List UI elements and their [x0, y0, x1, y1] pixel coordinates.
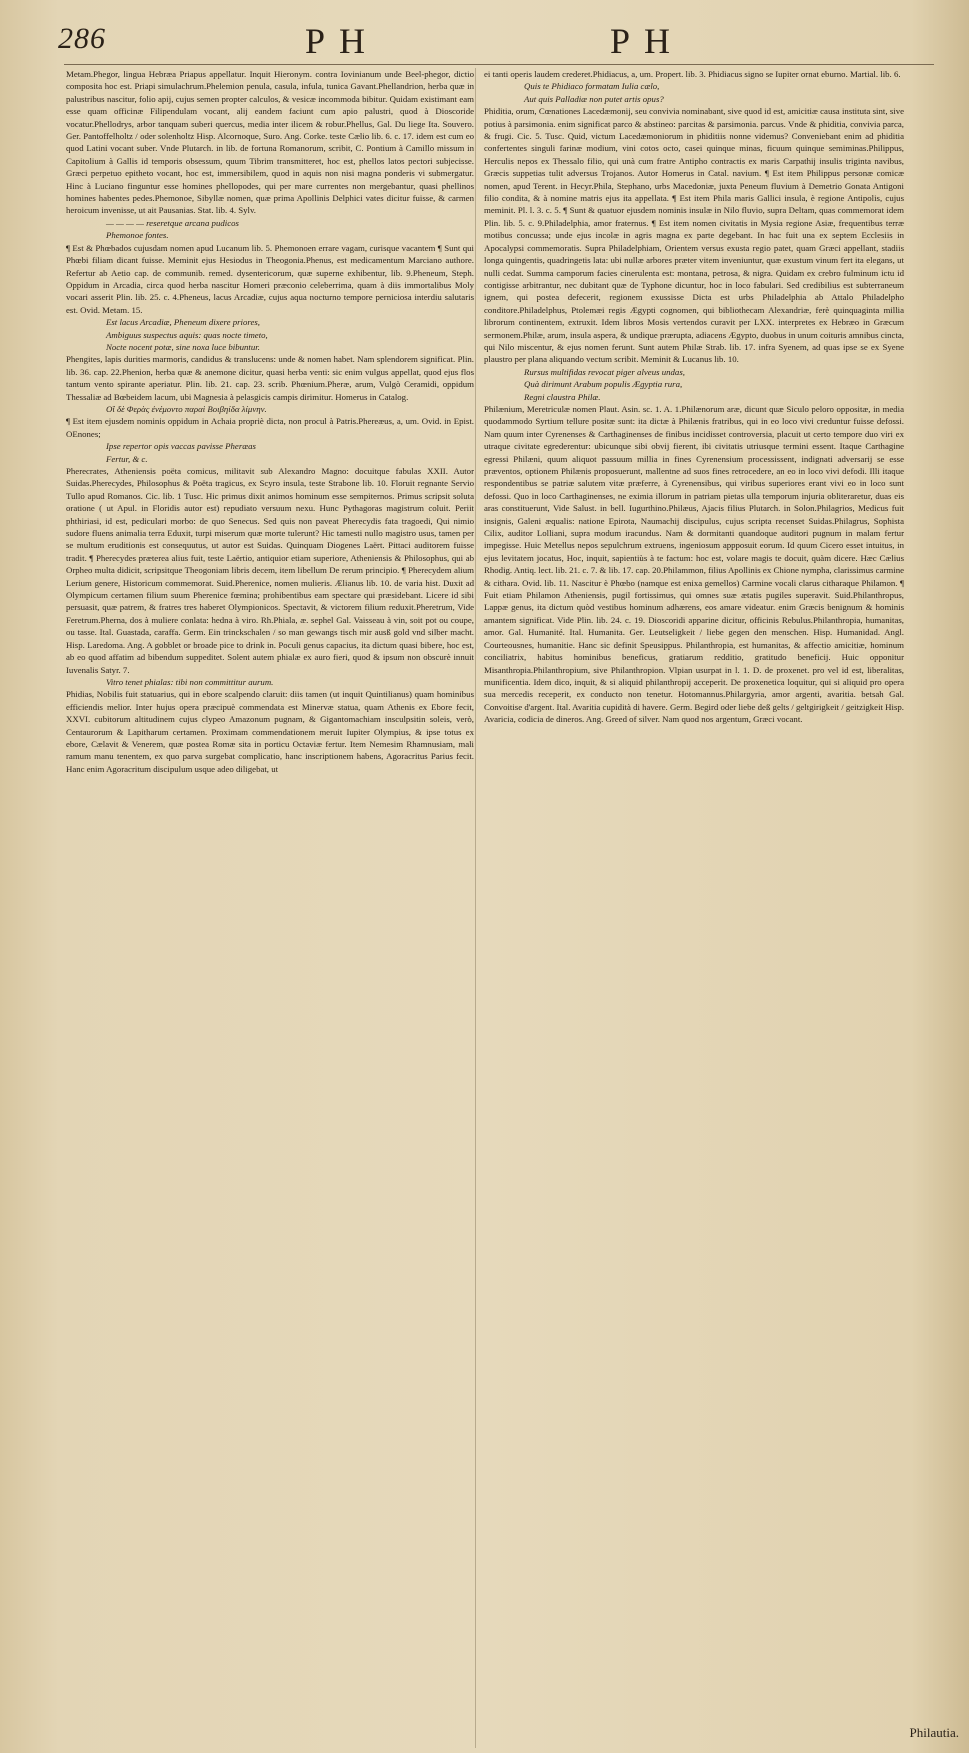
dictionary-entry: Pheneum, Steph. Oppidum in Arcadia, circa quod herba nascitur Homeri præconio celeberrima, quam à diis immortalibus Moly vocari asserit Plin. lib. 25. c. 4.: [66, 267, 475, 303]
dictionary-entry: Philadelphia, amor fraternus. ¶ Est item nomen civitatis in Mysia regione Asiæ, frequentibus terræ motibus concussa; unde ejus incolæ in agris magna ex parte degebant. In hac fuit una ex septem Ecclesiis in Apocalypsi commemoratis. Supra Philadelphiam, Orientem versus exusta regio patet, quam Græci appellant, stadiis longa quingentis, quadringetis lata: ubi nullæ arbores præter vitem inveniuntur, quæ exustum vinum fert ita elegans, ut nulli cedat. Summa camporum facies cinerulenta est: montana, petrosa, & nigra. Quidam ex crebro fulminum ictu id contigisse arbitrantur, nec dubitant quæ de Typhone dicuntur, hoc in loco fabulari. Sed credibilius est subterraneum ignem, qui postea defecerit, regionem exussisse Dicta est urbs Philadelphia ab Attalo Philadelpho conditore.: [484, 217, 904, 315]
dictionary-entry: Phellodrys, arbor tanquam suberi quercus, media inter ilicem & robur.: [94, 118, 347, 129]
dictionary-entry: Philanthropium, sive Philanthropion. Vlpian usurpat in l. 1. D. de proxenet. pro vel id est, liberalitas, munificentia. Idem dico, inquit, & si aliquid philanthropij acceperit. De proxenetica loquitur, qui si aliquid pro opera sua mercedis receperit, ex conducto non tenetur. Hotomannus.: [484, 664, 904, 700]
dictionary-entry: Pherecrates, Atheniensis poëta comicus, militavit sub Alexandro Magno: docuitque fabulas XXII. Autor Suidas.: [66, 466, 474, 489]
dictionary-entry: Philammon, filius Apollinis ex Chione nympha, clarissimus carmine & cithara. Ovid. lib. 11. Nascitur è Phœbo (namque est enixa gemellos) Carmine vocali clarus citharaque Philamon. ¶ Fuit etiam Philamon Atheniensis, pugil fortissimus, qui omnes suæ ætatis pugiles superavit. Suid.: [484, 565, 904, 601]
dictionary-entry: Philæus, Ajacis filius Plutarch. in Solon.: [668, 503, 817, 514]
dictionary-entry: Phellandrion, herba quæ in palustribus nascitur, folio apij, cujus semen propter calculos, & vesicæ incommoda bibitur. Quidam existimant eam esse quam officinæ Filipendulam vocant, alij eandem faciunt cum apio palustri, quod à Dioscoride vocatur.: [66, 81, 474, 129]
dictionary-entry: Philænorum aræ, dicunt quæ Siculo peloro oppositæ, in media quodammodo Syrtium tellure positæ sunt: ita dictæ à Philænis fratribus, qui in eo loco vivi creduntur fuisse defossi. Nam quum inter Cyrenenses & Carthaginenses de finibus incidisset controversia, placuit ut certo tempore duo viri ex utraque civitate egrederentur: ubicunque sibi obvij fierent, ibi civitatis utriusque termini essent. Itaque Carthagine egressi Philæni, quum aliquot passuum millia in fines Cyrenensium processissent, indignati adversarij se esse præventos, optionem Philænis proposuerunt, mallentne ad suos fines retrocedere, an eo in loco vivi defodi. Illi itaque respondentibus se patriæ salutem vitæ præferre, à Cyrenensibus, qui viribus superiores erant vivi eo in loco sunt defossi. Quo in loco Carthaginenses, ne eximia illorum in patriam pietas ulla temporum injuria obliteraretur, duas eis aras constituerunt, Vide Salust. in bell. Iugurthino.: [484, 403, 904, 514]
dictionary-entry: Phidiacus, a, um. Propert. lib. 3. Phidiacus signo se Iupiter ornat eburno. Martial. lib. 6.: [592, 69, 901, 79]
dictionary-entry: Phelemion penula, casula, infula, tunica Gavant.: [206, 81, 379, 92]
running-head-right: PH: [610, 21, 685, 61]
verse-line: Vitro tenet phialas: tibi non committitur aurum.: [106, 676, 274, 687]
dictionary-entry: Philagrus, Sophista Cilix, auditor Lolliani, supra modum iracundus. Nam & dormitanti quandoque auditori pugnum in malam fertur impegisse. Huic Metellus nepos sepulchrum extruens, ingeniosum appposuit eorum. Id quum Cicero esset intuitus, in ejus levitatem jocatus, Hoc, inquit, sapientiùs à te factum: hoc est, volare magis te docuit, quàm dicere. Hæc Cælius Rhodig. Antiq. lect. lib. 21. c. 7. & lib. 17. cap. 20.: [484, 515, 904, 576]
verse-line: Est lacus Arcadiæ, Pheneum dixere priores,: [106, 317, 261, 328]
right-column: [484, 68, 904, 1743]
dictionary-entry: Phegor, lingua Hebræa Priapus appellatur. Inquit Hieronym. contra Iovinianum unde Beel-phegor, dictio composita hoc est. Priapi simulachrum.: [66, 69, 474, 92]
verse-line: Quis te Phidiaco formatam Iulia cælo,: [524, 81, 660, 92]
dictionary-entry: Philænium, Meretriculæ nomen Plaut. Asin. sc. 1. A. 1.: [484, 403, 682, 414]
left-column: [66, 68, 474, 1743]
dictionary-entry: Pheretrum, Vide Feretrum.: [66, 602, 474, 625]
dictionary-entry: Phiditia, orum, Cœnationes Lacedæmonij, seu convivia nominabant, sive quod id est, amicitiæ causa instituta sint, sive potius à parsimonia. enim significat parco & abstineo: parcitas & parsimonia. parcus. Vnde & phiditia, convivia parca, & frugi. Cic. 5. Tusc. Quid, victum Lacedæmoniorum in phiditiis nonne videmus? Conveniebant enim ad phiditia confertentes singuli farinæ modium, vini cotos octo, casei quinque minas, ficuum quinque semiminas.: [484, 106, 904, 154]
catchword: Philautia.: [909, 1725, 959, 1740]
page-number: 286: [58, 22, 106, 55]
dictionary-entry: Philadelphus, Ptolemæi regis Ægypti cognomen, qui bibliothecam Alexandriæ, ferè quinquaginta millia librorum continentem, extruxit. Idem libros Mosis vertendos curavit per LXX. interpretes ex Hebræo in Græcum sermonem.: [484, 304, 904, 340]
header-rule: [64, 64, 934, 65]
dictionary-entry: Phereæus, a, um. Ovid. in Epist. OEnones;: [66, 416, 474, 439]
dictionary-entry: Phidias, Nobilis fuit statuarius, qui in ebore scalpendo claruit: diis tamen (ut inquit Quintilianus) quam hominibus efficiendis melior. Inter hujus opera præcipuè commendata est Minervæ statua, quam Athenis ex Ebore fecit, XXVI. cubitorum altitudinem cujus clypeo Amazonum pugnam, & Gigantomachiam insculpsitin soleis, verò, Centaurorum & Lapitharum certamen. Proximam commendationem meruit Iupiter Olympius, & ipse totus ex ebore, Cælavit & Venerem, quæ postea Romæ sita in porticu Octaviæ fertur. Item Nemesim Rhamnusiam, mali ramum manu tenentem, ex quo parva surgebat complicatio, hanc inscriptionem habens, Agoracritus Parius fecit. Hanc enim Agoracritum discipulum usque adeo diligebat, ut: [66, 689, 474, 774]
dictionary-entry: Metam.: [66, 69, 94, 79]
dictionary-entry: ei tanti operis laudem crederet.: [484, 69, 593, 79]
verse-line: Nocte nocent potæ, sine noxa luce bibuntur.: [106, 341, 260, 352]
dictionary-entry: Pheræ, arum, Vulgò Ceramidi, oppidum Thessaliæ ad Bœbeidem lacum, ubi Magnesia à pelasgicis campis dirimitur. Homerus in Catalog.: [66, 379, 474, 402]
dictionary-entry: Pheneus, lacus Arcadiæ, cujus aqua nocturno tempore perniciosa interdiu salutaris est. Ovid. Metam. 15.: [66, 292, 474, 315]
dictionary-entry: Pherecydes, Philosophus & Poëta tragicus, ex Scyro insula, teste Strabone lib. 10. Floruit regnante Servio Tullo apud Romanos. Cic. lib. 1 Tusc. Hic primus dixit animos hominum esse sempiternos. Primus scripsit soluta oratione ( ut Apul. in Floridis autor est) repudiato versuum nexu. Hunc Pythagoras magistrum coluit. Periit phthiriasi, id est, pediculari morbo: de quo Senecus. Sed quis non paveat Pherecydis fata tragoedi, Qui nimio sudore fluens animalia terra Eduxit, turpi miserum quæ morte tulerunt? Hic tamesti nullo magistro usus, tamen per se multum eruditionis est consequutus, ut autor est Suidas. Quinquam Diogenes Laërt. Pittaci auditorem fuisse tradit. ¶ Pherecydes præterea alius fuit, teste Laërtio, antiquior etiam superiore, Atheniensis & Philosophus, qui ab Orpheo multa didicit, scripsitque Theogoniam libris decem, item libellum De rerum principio. ¶ Pherecydem alium Lerium genere, Historicum commemorat. Suid.: [66, 478, 474, 588]
dictionary-entry: Phemonoe, Sibyllæ nomen, quæ prima Apollinis Delphici vates dicitur fuisse, & carmen heroicum invenisse, ut ait Pausanias. Stat. lib. 4. Sylv.: [66, 193, 474, 216]
dictionary-entry: Phenion, herba quæ & anemone dicitur, quasi herba venti: sic enim vulgus appellat, quod ejus flos tantum vento spirante aperiatur. Plin. lib. 21. cap. 23. scrib. Phœnium.: [66, 366, 475, 390]
verse-line: Rursus multifidas revocat piger alveus undas,: [524, 366, 685, 377]
dictionary-entry: Philanthropus, Lappæ genus, ita dictum quòd vestibus hominum adhærens, eos amare videatur. enim Græcis benignum & hominis amantem significat. Vide Plin. lib. 24. c. 19. Dioscoridi apparine dicitur, officinis Rebulus.: [484, 590, 904, 625]
dictionary-entry: Phengites, lapis durities marmoris, candidus & translucens: unde & nomen habet. Nam splendorem significat. Plin. lib. 36. cap. 22.: [66, 354, 474, 377]
verse-line: Phemonoe fontes.: [106, 230, 169, 241]
dictionary-entry: Phenus, est medicamentum Marciano authore. Refertur ab Aetio cap. de communib. remed. dysentericorum, quæ superne exhibentur, lib. 9.: [66, 255, 474, 278]
dictionary-entry: Philanthropia, humanitas, amor. Gal. Humanité. Ital. Humanita. Ger. Leutseligkeit / liebe gegen den menschen. Hisp. Humanidad. Angl. Courteousnes, humanitie. Hanc sic definit Speusippus. Philanthropia, est humanitas, & affectio amicitiæ, hominum conciliatrix, habitus hominibus beneficus, gratiarum redditio, gratitudo beneficij. Huic opponitur Misanthropia.: [484, 614, 905, 675]
dictionary-entry: Pherenice, nomen mulieris. Ælianus lib. 10. de varia hist. Duxit ad Olympicum certamen filium suum Pherenice fœmina; prohibentibus eam spectare qui præsidebant. Licere id sibi persuasit, quæ patrem, & fratres tres haberet Olympionicos. Spectavit, & victorem filium reduxit.: [66, 577, 474, 613]
dictionary-entry: Philæ, arum, insula aspera, & undique prærupta, adiacens Ægypto, duobus in unum coituris amnibus cincta, qui Nilo miscentur, & ejus nomen ferunt. Sunt autem Philæ Strab. lib. 17. infra Syenem, ad quas ipse se ex Syene plaustro per plana aliquando vectum scribit. Meminit & Lucanus lib. 10.: [484, 329, 904, 365]
dictionary-entry: Phiala, æ. sephel Gal. Vaisseau à vin, soit pot ou coupe, ou tasse. Ital. Guastada, caraffa. Germ. Ein trinckschalen / so man gewangs tisch mir ausß gold vnd silber macht. Hisp. Laredoma. Ang. A gobblet or broade pice to drink in. Poculi genus capacius, ita dictum quasi bibere, hoc est, ab eo quod affatim ad bibendum suppeditet. Solent autem phialæ ex auro fieri, quod & ipsum non obscurè innuit Iuvenalis Satyr. 7.: [66, 614, 474, 675]
verse-line: — — — — reseretque arcana pudicos: [106, 217, 239, 228]
running-head-left: PH: [305, 21, 380, 61]
dictionary-entry: Philagrios, Medicus fuit insignis, Galeni æqualis: natione Epirota, Naumachij discipulus, cujus scripta recenset Suidas.: [484, 503, 904, 526]
dictionary-entry: ¶ Est & Phœbados cujusdam nomen apud Lucanum lib. 5. Phemonoen errare vagam, curisque vacantem ¶ Sunt qui Phœbi filiam dicant fuisse. Meminit ejus Hesiodus in Theogonia.: [66, 242, 474, 266]
dictionary-entry: Philargyria, amor argenti, avaritia. betsah Gal. Convoitise d'argent. Ital. Avaritia cupidità di havere. Germ. Begird oder liebe deß gelts / geltgirigkeit / geitzigkeit Hisp. Avaricia, codicia de dineros. Ang. Greed of silver. Nam quod nos argentum, Græci vocant.: [484, 689, 905, 725]
dictionary-entry: Philippus, Herculis nepos ex Thessalo filio, qui unà cum fratre Antipho contractis ex maris Carpathij insulis triginta navibus, Græcis suppetias tulit adversus Trojanos. Autor Homerus in Catal. navium. ¶ Est item Philippus personæ comicæ nomen, apud Terent. in Hecyr.: [484, 143, 904, 191]
dictionary-entry: ¶ Est item ejusdem nominis oppidum in Achaia propriè dicta, non procul à Patris.: [66, 416, 359, 427]
verse-line: Ambiguus suspectus aquis: quas nocte timeto,: [106, 329, 268, 340]
column-divider: [475, 68, 476, 1748]
verse-line: Regni claustra Philæ.: [524, 391, 601, 402]
verse-line: Οἳ δὲ Φερὰς ἐνέμοντο παραὶ Βοιβηίδα λίμνην.: [106, 403, 267, 414]
verse-line: Ipse repertor opis vaccas pavisse Pheræas: [106, 441, 256, 452]
dictionary-entry: Phila, Stephano, urbs Macedoniæ, juxta Peneum fluvium à Demetrio Gonata Antigoni filio condita, & à nomine matris ejus ita appellata. ¶ Est item Phila maris Gallici insula, è regione Antipolis, cujus meminit. Pl. l. 3. c. 5. ¶ Sunt & quatuor ejusdem nominis insulæ in Nilo fluvio, supra Deltam, quas commemorat idem Plin. lib. 5. c. 9.: [484, 180, 904, 228]
verse-line: Fertur, & c.: [106, 453, 148, 464]
dictionary-entry: Phellus, Gal. Du liege Ita. Souvero. Ger. Pantoffelholtz / oder solenholtz Hisp. Alcornoque, Suro. Ang. Corke. teste Cælio lib. 6. c. 17. idem est cum eo quod Latini vocant suber. Vnde Plutarch. in lib. de fortuna Romanorum, scribit, C. Pontium à Camillo missum in Capitolium à Gallis id temporis obsessum, quum Tibrim transmitteret, hoc est, phellos latos pectori subjecisse. Græci perpetuo epitheto vocant, hoc est, immersibilem, quod in aquis non nisi magna ponderis vi submergatur. Hinc à Luciano finguntur esse homines phellopodes, qui per mare currentes non mergebantur, quasi phellinos homines habentes pedes.: [66, 118, 474, 204]
verse-line: Aut quis Palladiæ non putet artis opus?: [524, 93, 664, 104]
verse-line: Quà dirimunt Arabum populis Ægyptia rura,: [524, 379, 683, 390]
dictionary-entry: Pherna, dos à muliere conlata: hedna à viro. Rh.: [100, 614, 274, 625]
